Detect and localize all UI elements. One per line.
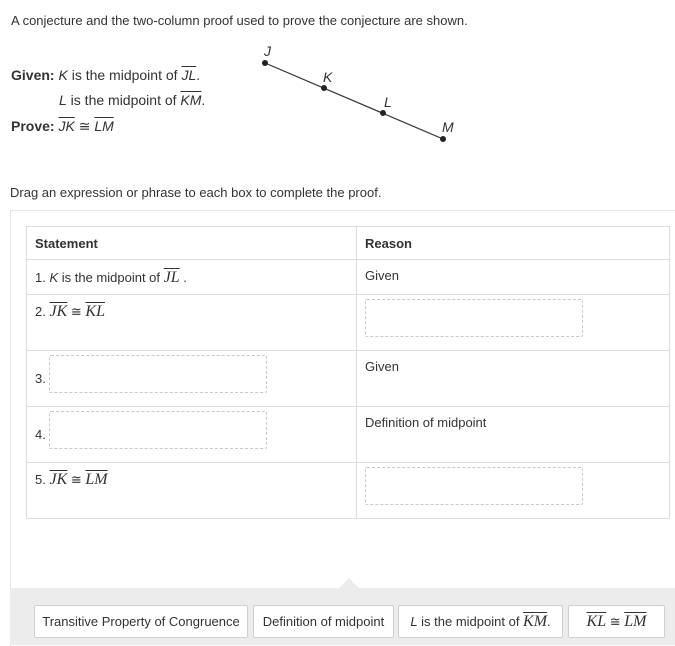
option-label: Definition of midpoint <box>262 614 385 629</box>
given-text-2: is the midpoint of <box>66 92 181 108</box>
statement-cell <box>27 295 357 351</box>
header-reason-label: Reason <box>365 236 412 251</box>
stmt-end: . <box>183 270 187 285</box>
given-line-2 <box>59 92 205 108</box>
period: . <box>201 92 206 108</box>
header-statement-label: Statement <box>35 236 98 251</box>
option-segment: $\overline{KM}$ <box>523 612 548 630</box>
congruent-symbol: ≅ <box>609 613 621 629</box>
segment-km: $\overline{KM}$ <box>180 92 202 108</box>
label-m: M <box>442 119 454 135</box>
prove-label: Prove: <box>11 118 55 134</box>
given-point-l: L <box>59 92 67 108</box>
option-definition-of-midpoint[interactable] <box>253 605 394 638</box>
option-transitive-property[interactable] <box>34 605 248 638</box>
table-row <box>27 407 670 463</box>
reason-cell <box>357 295 670 351</box>
proof-table <box>26 226 670 519</box>
point-m <box>440 136 446 142</box>
reason-3: Given <box>365 359 399 374</box>
statement-cell <box>27 407 357 463</box>
stmt-text: is the midpoint of <box>58 270 164 285</box>
prove-line <box>11 118 114 135</box>
reason-1: Given <box>365 268 399 283</box>
option-segment-1: $\overline{KL}$ <box>586 612 607 630</box>
header-reason <box>357 227 670 260</box>
given-point-k: K <box>58 67 68 83</box>
row-number: 2. <box>35 304 46 319</box>
point-l <box>380 110 386 116</box>
option-end: . <box>547 613 551 629</box>
given-label: Given: <box>11 67 55 83</box>
stmt-segment-2: $\overline{KL}$ <box>85 303 105 320</box>
reason-cell <box>357 463 670 519</box>
label-k: K <box>323 69 333 85</box>
stmt-segment-2: $\overline{LM}$ <box>85 471 108 488</box>
congruent-symbol: ≅ <box>70 304 82 319</box>
option-text: is the midpoint of <box>417 613 524 629</box>
given-text-1: is the midpoint of <box>67 67 182 83</box>
table-row <box>27 463 670 519</box>
segment-jl: $\overline{JL}$ <box>181 67 197 83</box>
label-l: L <box>384 94 392 110</box>
statement-1 <box>35 269 187 287</box>
statement-cell <box>27 351 357 407</box>
table-header-row <box>27 227 670 260</box>
stmt-segment-1: $\overline{JK}$ <box>49 303 68 320</box>
line-figure <box>250 40 470 150</box>
table-row <box>27 260 670 295</box>
statement-2 <box>35 303 105 321</box>
reason-cell <box>357 407 670 463</box>
label-j: J <box>264 43 271 59</box>
statement-drop-box-3[interactable] <box>49 355 267 393</box>
instruction-text: Drag an expression or phrase to each box to complete the proof. <box>10 185 382 200</box>
statement-cell <box>27 260 357 295</box>
reason-cell <box>357 260 670 295</box>
statement-drop-box-4[interactable] <box>49 411 267 449</box>
segment-lm: $\overline{LM}$ <box>94 118 114 134</box>
reason-cell <box>357 351 670 407</box>
stmt-segment-1: $\overline{JK}$ <box>49 471 68 488</box>
row-number-3: 3. <box>35 371 46 386</box>
stmt-point: K <box>49 270 59 285</box>
row-number: 1. <box>35 270 46 285</box>
congruent-symbol: ≅ <box>78 118 91 134</box>
option-kl-congruent-lm[interactable] <box>568 605 665 638</box>
point-k <box>321 85 327 91</box>
reason-drop-box-2[interactable] <box>365 299 583 337</box>
row-number: 5. <box>35 472 46 487</box>
period: . <box>196 67 201 83</box>
segment-jk: $\overline{JK}$ <box>58 118 75 134</box>
table-row <box>27 351 670 407</box>
line-segment <box>265 63 443 139</box>
option-label: Transitive Property of Congruence <box>42 614 240 629</box>
option-l-midpoint-km[interactable] <box>398 605 563 638</box>
point-j <box>262 60 268 66</box>
reason-4: Definition of midpoint <box>365 415 487 430</box>
row-number-4: 4. <box>35 427 46 442</box>
option-label <box>410 613 550 631</box>
option-label <box>587 613 647 631</box>
congruent-symbol: ≅ <box>70 472 82 487</box>
header-statement <box>27 227 357 260</box>
table-row <box>27 295 670 351</box>
intro-text: A conjecture and the two-column proof used to prove the conjecture are shown. <box>11 13 468 28</box>
tray-notch <box>339 578 359 588</box>
statement-cell <box>27 463 357 519</box>
given-line-1 <box>11 65 200 85</box>
statement-5 <box>35 471 108 489</box>
reason-drop-box-5[interactable] <box>365 467 583 505</box>
option-segment-2: $\overline{LM}$ <box>624 612 647 630</box>
stmt-segment: $\overline{JL}$ <box>163 269 180 286</box>
option-point: L <box>410 613 418 629</box>
